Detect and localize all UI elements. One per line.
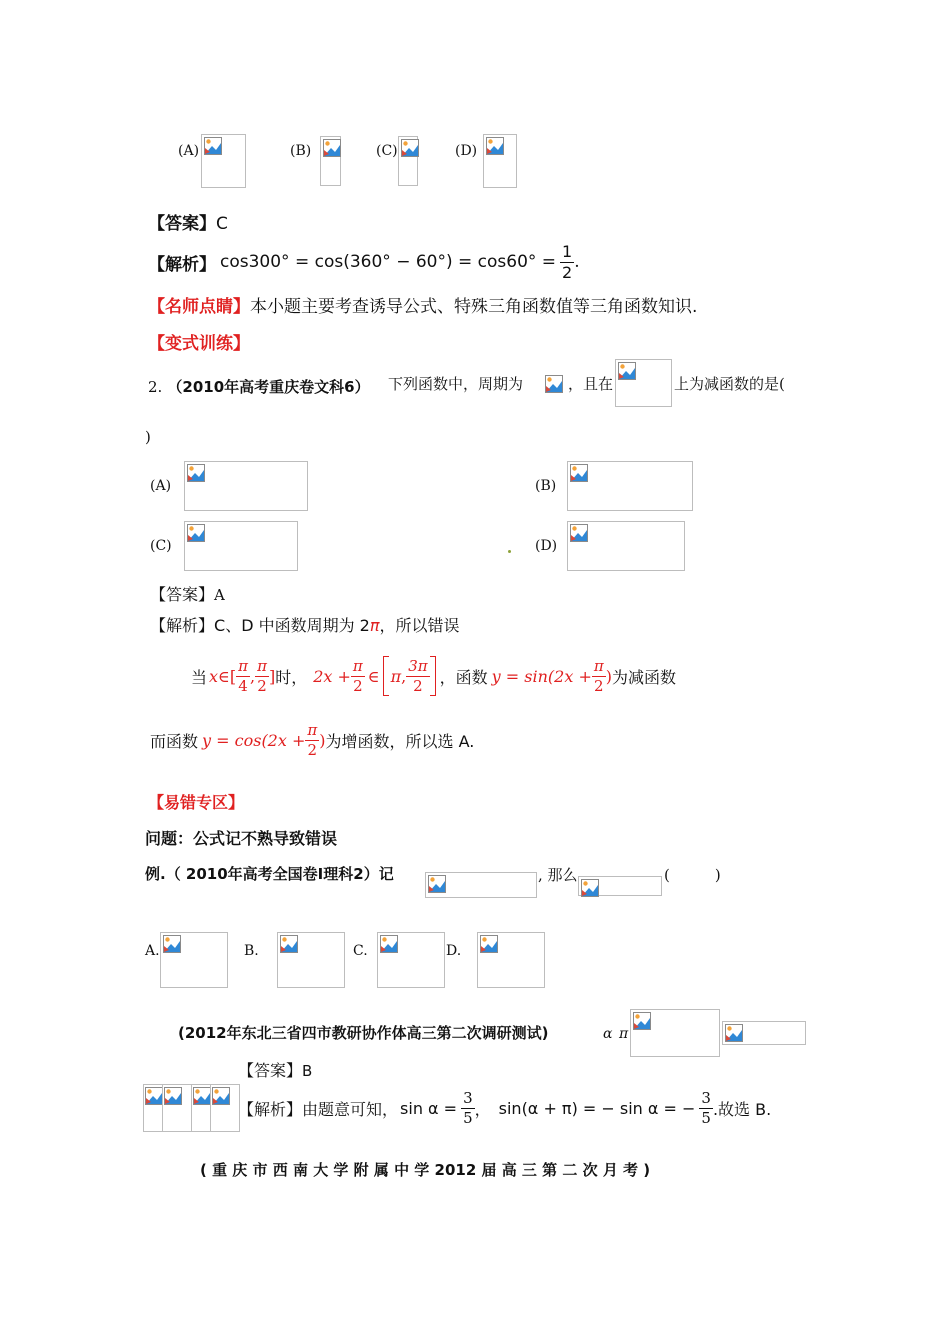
q1-tip-text: 本小题主要考查诱导公式、特殊三角函数值等三角函数知识.: [250, 297, 698, 317]
q2-line2-rparen: ): [605, 666, 612, 686]
errors-problem: 问题：公式记不熟导致错误: [145, 829, 338, 848]
q2-line3-rparen: ): [319, 730, 326, 750]
q2-left-bracket: [383, 656, 389, 696]
q2-frac3-den: 2: [353, 676, 363, 695]
errors-option-a-label: A.: [145, 943, 160, 959]
q2-line3-frac-den: 2: [307, 740, 318, 759]
broken-image-icon: [145, 1087, 163, 1105]
errors-option-b-label: B.: [244, 943, 259, 959]
broken-image-icon: [193, 1087, 211, 1105]
broken-image-icon: [204, 137, 222, 155]
broken-image-icon: [187, 524, 205, 542]
q2-line2-y: y = sin(2x +: [491, 666, 592, 686]
errors-option-a-image: [160, 932, 228, 988]
q1-answer-value: C: [216, 214, 228, 234]
q2-frac1-num: π: [238, 656, 248, 675]
analysis-image-4: [210, 1084, 240, 1132]
errors-answer-value: B: [302, 1062, 313, 1080]
q1-answer: [148, 216, 228, 233]
q2-frac4-den: 2: [413, 676, 423, 695]
q2-answer-value: A: [214, 586, 225, 604]
q2-line2-frac2: [255, 656, 269, 695]
q2-option-d-label: (D): [535, 538, 558, 554]
broken-image-icon: [187, 464, 205, 482]
q2-analysis-label: 【解析】: [150, 616, 215, 635]
q2-interval-image: [615, 359, 672, 407]
q2-line3-frac-num: π: [307, 720, 318, 739]
q2-option-a-image: [184, 461, 308, 511]
errors-analysis-text: 由题意可知，: [302, 1099, 399, 1119]
q1-answer-label: 【答案】: [148, 214, 216, 234]
q2-line2-comma2: ,: [401, 666, 407, 686]
broken-image-icon: [581, 879, 599, 897]
broken-image-icon: [486, 137, 504, 155]
q2-line2-frac5: [592, 656, 606, 695]
errors-option-c-image: [377, 932, 445, 988]
q2-line2-in2: ∈: [367, 666, 380, 686]
broken-image-icon: [401, 139, 419, 157]
q2-line2-close: ]: [268, 666, 276, 686]
q2-line3-frac: [305, 720, 319, 759]
q2-option-d-image: [567, 521, 685, 571]
errors-analysis: [238, 1084, 771, 1132]
q1-analysis-expr: cos300° = cos(360° − 60°) = cos60° =: [220, 252, 557, 272]
errors-option-b-image: [277, 932, 345, 988]
q2-analysis-text2: ，所以错误: [379, 616, 460, 635]
q1-fraction-denominator: 2: [562, 262, 573, 282]
errors-analysis-end: .故选 B.: [712, 1099, 772, 1119]
errors-example-paren: ( ): [664, 866, 721, 884]
broken-image-icon: [428, 875, 446, 893]
q2-formula-line-3: [150, 716, 474, 764]
q2-number: 2.: [148, 378, 163, 396]
q2-frac2-num: π: [257, 656, 267, 675]
test-pi: π: [619, 1026, 629, 1042]
q1-analysis-end: .: [574, 252, 580, 272]
q1-option-b-label: (B): [290, 143, 312, 159]
errors-analysis-sin: sin α =: [400, 1098, 458, 1118]
q2-line2-frac3: [351, 656, 365, 695]
q2-frac2-den: 2: [257, 676, 267, 695]
q2-answer-label: 【答案】: [150, 585, 215, 604]
q2-analysis-text: C、D 中函数周期为 2: [214, 616, 370, 635]
analysis-image-1: [143, 1084, 163, 1132]
q2-close: ): [145, 428, 151, 446]
variant-heading: 【变式训练】: [148, 334, 250, 354]
broken-image-icon: [545, 375, 563, 393]
q2-period-image: [545, 375, 565, 393]
q1-analysis-fraction: [560, 241, 574, 282]
broken-image-icon: [725, 1024, 743, 1042]
errors-analysis-frac2: [699, 1088, 713, 1127]
q2-option-b-image: [567, 461, 693, 511]
q2-line2-frac4: [406, 656, 429, 695]
errors-option-d-image: [477, 932, 545, 988]
errors-frac2-den: 5: [701, 1108, 711, 1127]
errors-analysis-label: 【解析】: [238, 1099, 303, 1119]
broken-image-icon: [633, 1012, 651, 1030]
q2-frac4-num: 3π: [408, 656, 428, 675]
q1-tip: [148, 299, 697, 316]
errors-frac1-den: 5: [463, 1108, 473, 1127]
errors-example-then: , 那么: [538, 866, 578, 884]
errors-analysis-sin2: sin(α + π) = − sin α = −: [498, 1098, 696, 1118]
q2-option-b-label: (B): [535, 478, 557, 494]
q2-line2-in: ∈[: [218, 666, 237, 686]
broken-image-icon: [380, 935, 398, 953]
errors-example: 例.（ 2010年高考全国卷Ⅰ理科2）记: [145, 865, 394, 883]
q2-line2-decreasing: 为减函数: [611, 667, 676, 687]
broken-image-icon: [323, 139, 341, 157]
q1-analysis: [148, 238, 580, 286]
errors-answer-label: 【答案】: [238, 1061, 303, 1080]
q1-option-a-image: [201, 134, 246, 188]
stray-dot: [508, 550, 511, 553]
test-image-1: [630, 1009, 720, 1057]
errors-analysis-frac1: [461, 1088, 475, 1127]
q2-line2-frac1: [236, 656, 250, 695]
q2-frac1-den: 4: [238, 676, 248, 695]
q2-right-bracket: [430, 656, 436, 696]
test-alpha: α: [603, 1026, 613, 1042]
q1-fraction-numerator: 1: [562, 241, 573, 261]
q2-line2-2x: 2x +: [313, 666, 351, 686]
q2-answer: [150, 587, 225, 603]
q2-line2-comma: ,: [250, 666, 256, 686]
q2-option-a-label: (A): [150, 478, 172, 494]
q1-option-d-image: [483, 134, 517, 188]
q2-line2-func: ，函数: [439, 667, 488, 687]
q2-line3-prefix: 而函数: [150, 731, 199, 751]
broken-image-icon: [163, 935, 181, 953]
errors-frac2-num: 3: [701, 1088, 711, 1107]
errors-analysis-mid: ，: [474, 1099, 491, 1119]
q1-option-a-label: (A): [178, 143, 200, 159]
q2-analysis: [150, 618, 460, 634]
q2-text-b: ，且在: [568, 375, 614, 393]
q2-line2-x: x: [209, 666, 219, 686]
q2-line2-when: 时，: [275, 667, 308, 687]
q2-line3-suffix: 为增函数，所以选 A.: [325, 731, 475, 751]
errors-answer: [238, 1063, 312, 1079]
broken-image-icon: [280, 935, 298, 953]
errors-example-image-2: [578, 876, 662, 896]
broken-image-icon: [570, 524, 588, 542]
q2-analysis-pi: π: [369, 616, 380, 635]
test-image-2: [722, 1021, 806, 1045]
errors-option-d-label: D.: [446, 943, 462, 959]
q2-frac5-num: π: [593, 656, 604, 675]
broken-image-icon: [480, 935, 498, 953]
test-source: (2012年东北三省四市教研协作体高三第二次调研测试): [178, 1024, 549, 1042]
errors-heading: 【易错专区】: [148, 793, 245, 812]
q2-line3-y: y = cos(2x +: [202, 730, 306, 750]
q1-option-c-label: (C): [376, 143, 398, 159]
errors-frac1-num: 3: [463, 1088, 473, 1107]
q2-frac3-num: π: [352, 656, 363, 675]
broken-image-icon: [212, 1087, 230, 1105]
q2-question: [148, 376, 370, 397]
q2-text-a: 下列函数中，周期为: [388, 375, 524, 393]
analysis-image-2: [162, 1084, 192, 1132]
q2-source: （2010年高考重庆卷文科6）: [167, 378, 370, 396]
q2-frac5-den: 2: [594, 676, 604, 695]
errors-option-c-label: C.: [353, 943, 368, 959]
broken-image-icon: [618, 362, 636, 380]
q1-analysis-label: 【解析】: [148, 254, 216, 275]
q2-option-c-image: [184, 521, 298, 571]
q2-line2-pi: π: [390, 666, 402, 686]
analysis-image-3: [191, 1084, 211, 1132]
q1-option-b-image: [320, 136, 341, 186]
q1-tip-label: 【名师点睛】: [148, 297, 250, 317]
q2-line2-prefix: 当: [191, 667, 208, 687]
q1-option-c-image: [398, 136, 418, 186]
q2-text-c: 上为减函数的是(: [674, 375, 785, 393]
q2-formula-line: [191, 652, 676, 700]
q2-option-c-label: (C): [150, 538, 172, 554]
q1-option-d-label: (D): [455, 143, 478, 159]
page-footer-source: ( 重 庆 市 西 南 大 学 附 属 中 学 2012 届 高 三 第 二 次 月 考 ): [200, 1161, 651, 1179]
broken-image-icon: [164, 1087, 182, 1105]
broken-image-icon: [570, 464, 588, 482]
errors-example-image-1: [425, 872, 537, 898]
